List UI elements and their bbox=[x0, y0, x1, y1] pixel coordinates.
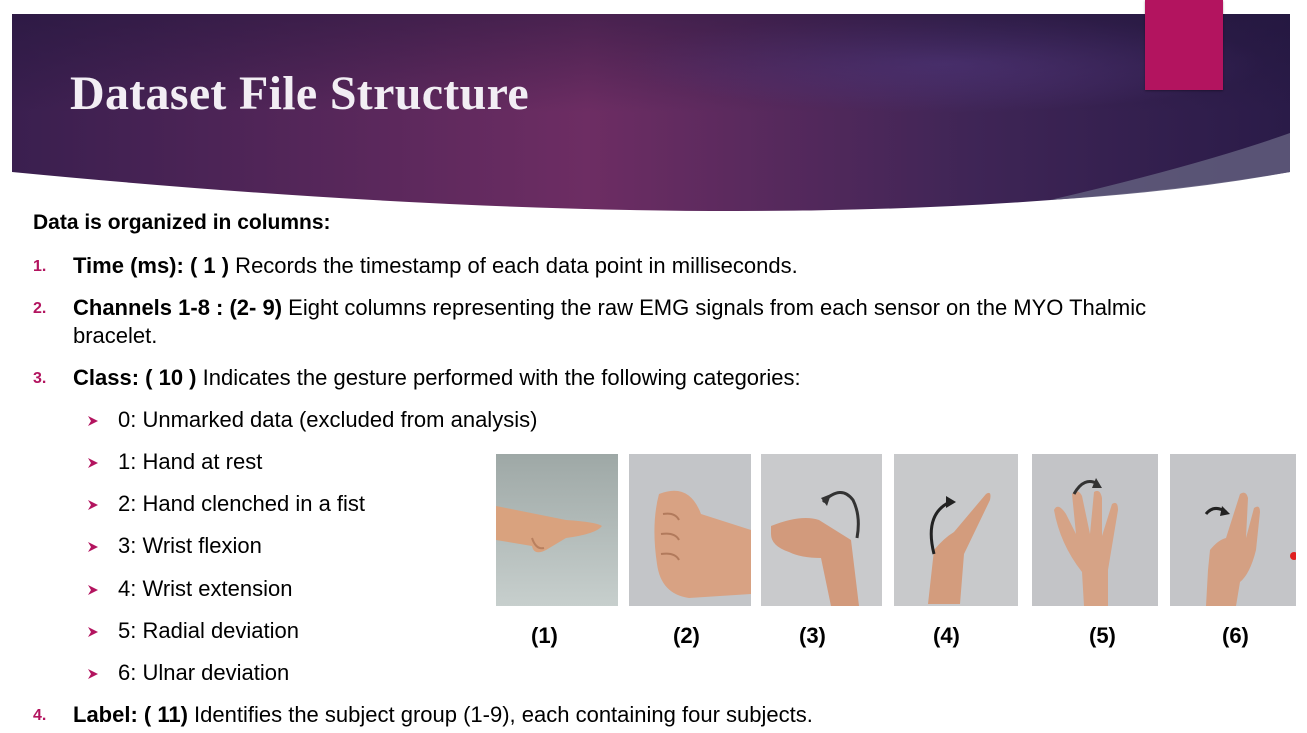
gesture-caption: (5) bbox=[1089, 623, 1116, 648]
item-description: Identifies the subject group (1-9), each containing four subjects. bbox=[187, 702, 813, 727]
wrist-flexion-icon bbox=[761, 454, 882, 606]
arrow-bullet-icon bbox=[86, 498, 100, 512]
item-label: Time (ms): ( 1 ) bbox=[73, 253, 230, 278]
gesture-caption: (2) bbox=[673, 623, 700, 648]
item-description-continued: bracelet. bbox=[73, 323, 158, 348]
arrow-bullet-icon bbox=[86, 414, 100, 428]
slide-title: Dataset File Structure bbox=[70, 67, 529, 120]
category-item: 0: Unmarked data (excluded from analysis) bbox=[118, 407, 538, 432]
gesture-caption: (1) bbox=[531, 623, 558, 648]
gesture-caption: (3) bbox=[799, 623, 826, 648]
category-item: 3: Wrist flexion bbox=[118, 533, 262, 558]
wrist-extension-icon bbox=[894, 454, 1018, 606]
item-label: Channels 1-8 : (2- 9) bbox=[73, 295, 283, 320]
item-number: 1. bbox=[33, 258, 47, 275]
item-label: Label: ( 11) bbox=[73, 702, 188, 727]
gesture-caption: (4) bbox=[933, 623, 960, 648]
hand-fist-icon bbox=[629, 454, 751, 606]
arrow-bullet-icon bbox=[86, 456, 100, 470]
intro-text: Data is organized in columns: bbox=[33, 211, 331, 234]
radial-deviation-icon bbox=[1032, 454, 1158, 606]
hand-rest-icon bbox=[496, 454, 618, 606]
list-item-channels bbox=[73, 294, 1146, 322]
item-description: Indicates the gesture performed with the following categories: bbox=[196, 365, 801, 390]
category-item: 1: Hand at rest bbox=[118, 449, 263, 474]
item-description: Eight columns representing the raw EMG signals from each sensor on the MYO Thalmic bbox=[282, 295, 1147, 320]
arrow-bullet-icon bbox=[86, 625, 100, 639]
arrow-bullet-icon bbox=[86, 583, 100, 597]
category-item: 5: Radial deviation bbox=[118, 618, 300, 643]
category-item: 4: Wrist extension bbox=[118, 576, 293, 601]
ulnar-deviation-icon bbox=[1170, 454, 1296, 606]
item-number: 4. bbox=[33, 707, 47, 724]
gesture-caption: (6) bbox=[1222, 623, 1249, 648]
item-number: 2. bbox=[33, 300, 47, 317]
item-number: 3. bbox=[33, 370, 47, 387]
arrow-bullet-icon bbox=[86, 540, 100, 554]
category-item: 2: Hand clenched in a fist bbox=[118, 491, 366, 516]
category-item: 6: Ulnar deviation bbox=[118, 660, 290, 685]
accent-tab bbox=[1145, 0, 1223, 90]
item-description: Records the timestamp of each data point in milliseconds. bbox=[229, 253, 798, 278]
arrow-bullet-icon bbox=[86, 667, 100, 681]
item-label: Class: ( 10 ) bbox=[73, 365, 197, 390]
list-item-time bbox=[73, 252, 798, 280]
list-item-class bbox=[73, 364, 801, 392]
list-item-label bbox=[73, 701, 813, 729]
